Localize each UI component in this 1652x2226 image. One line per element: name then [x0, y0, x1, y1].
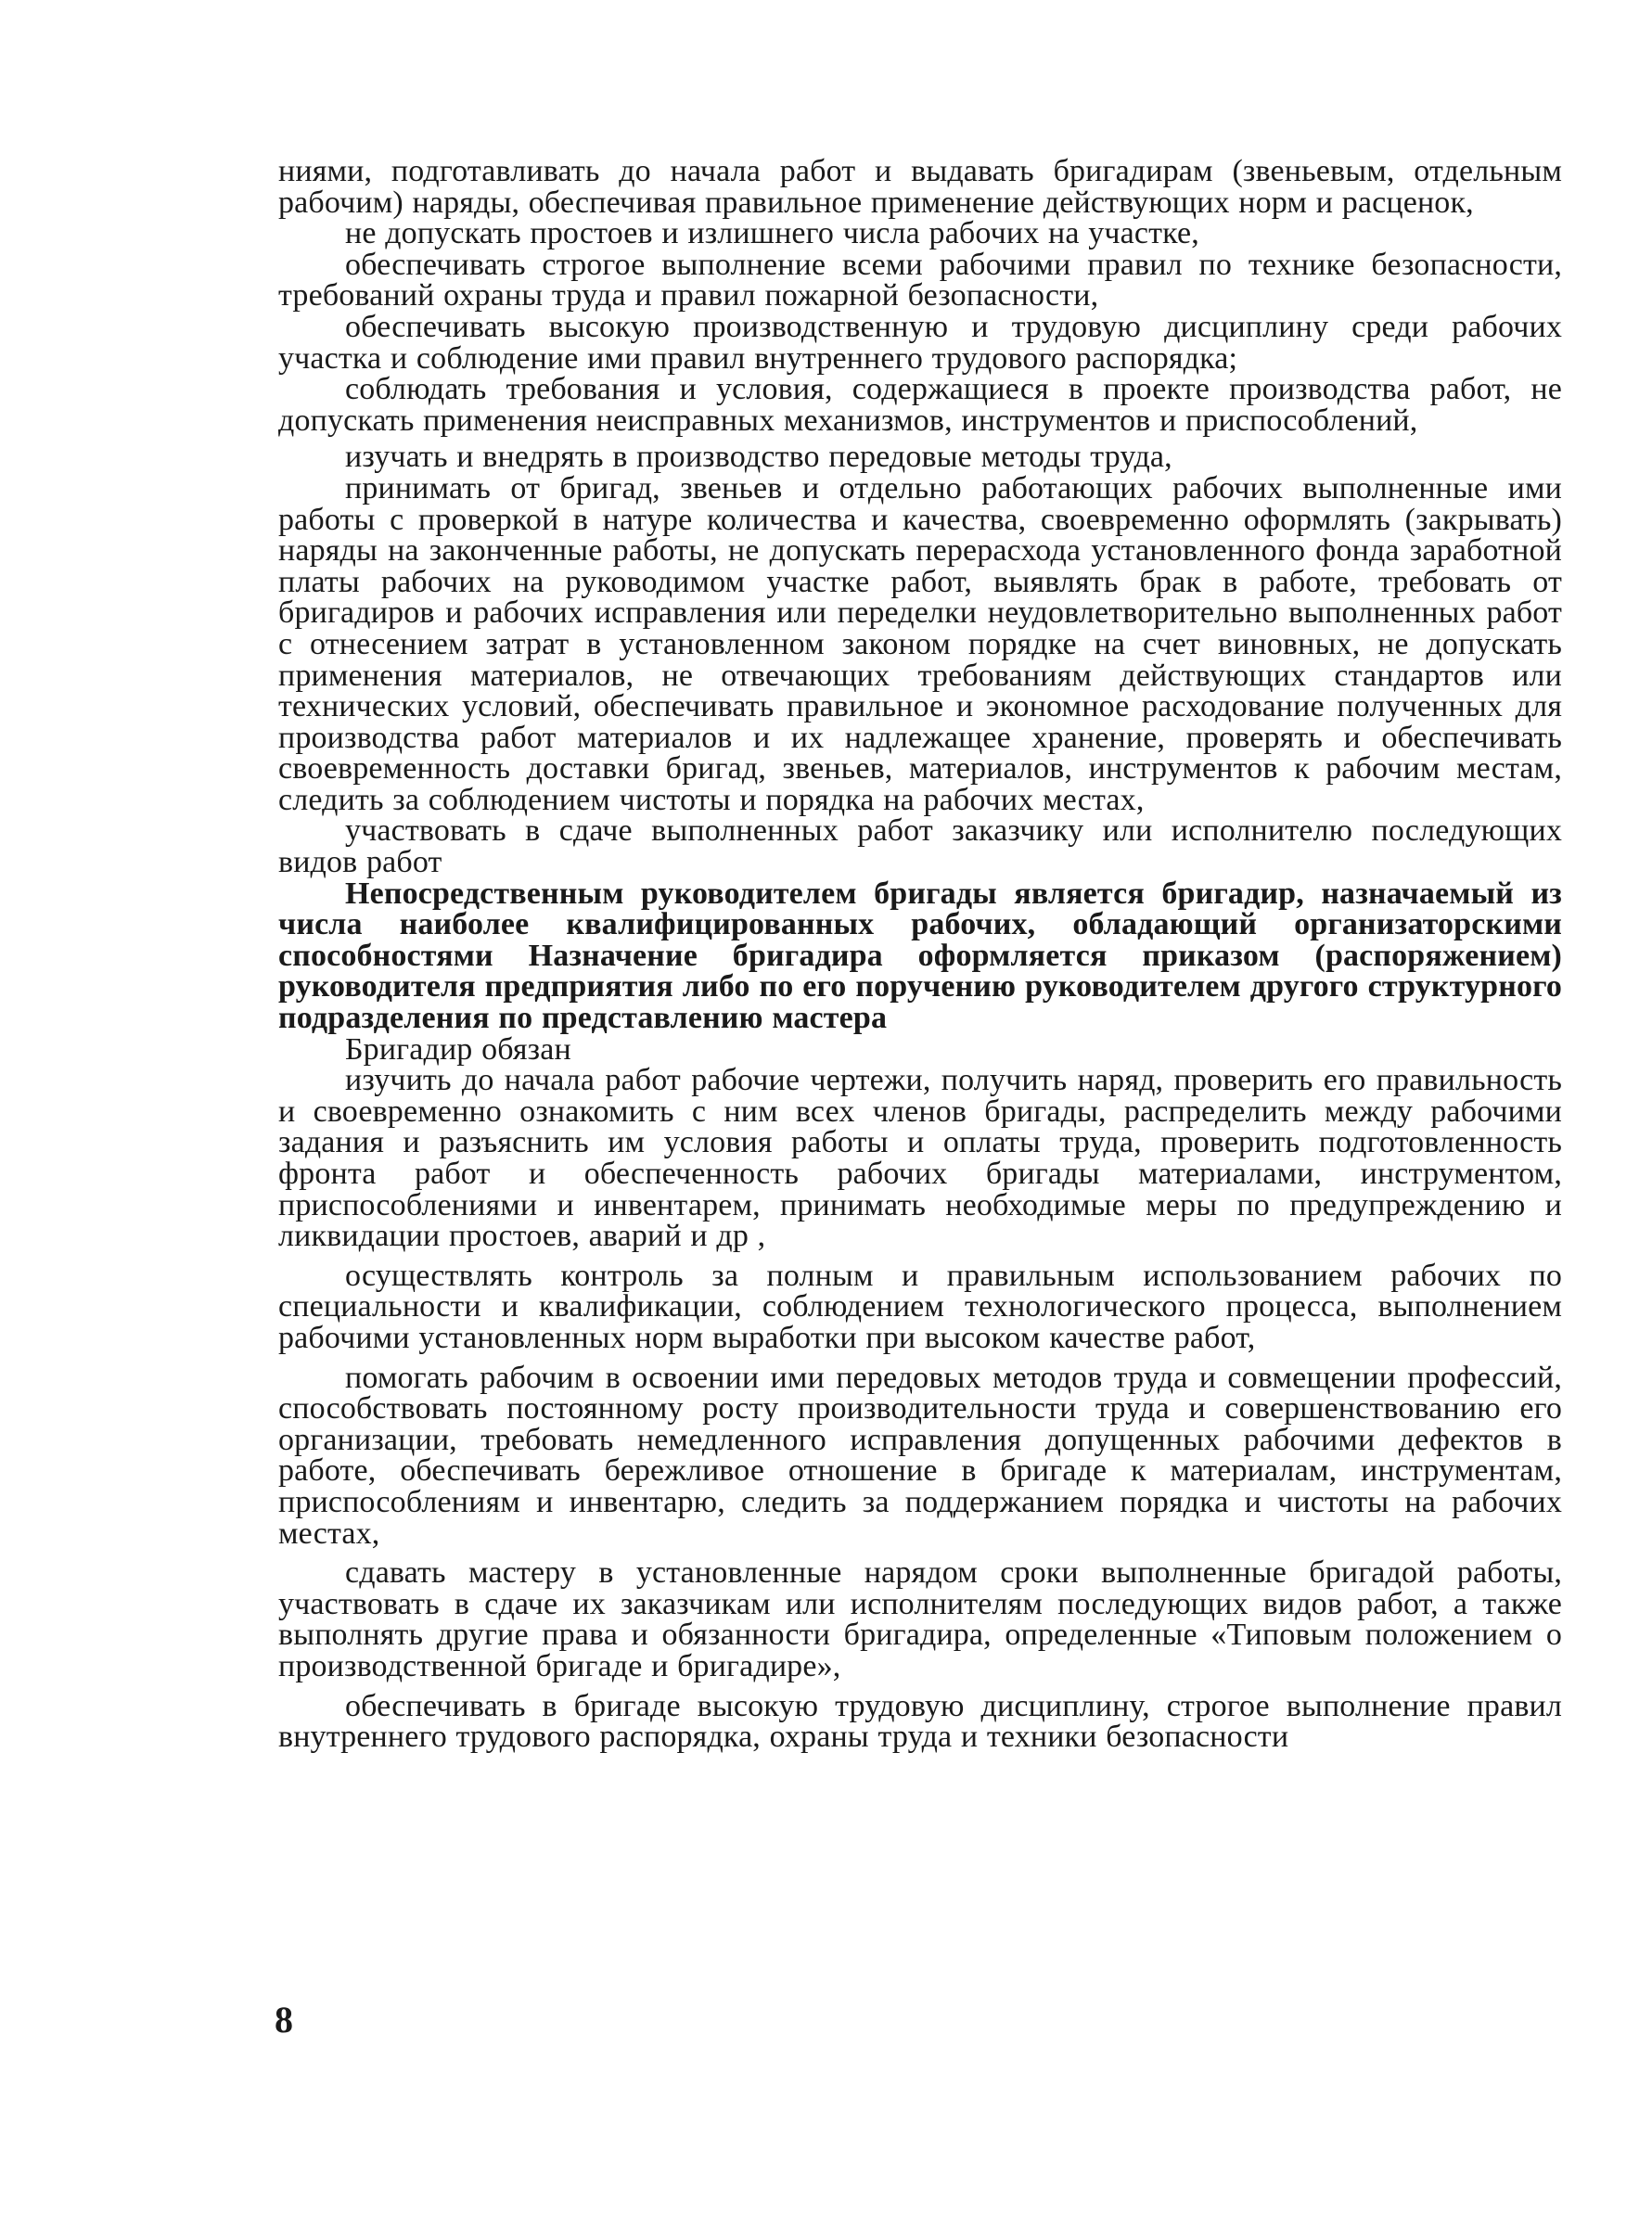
paragraph-advanced-methods: изучать и внедрять в производство передовые методы труда,	[345, 440, 1172, 475]
paragraph-safety-rules: обеспечивать строгое выполнение всеми рабочими правил по технике безопасности, требований охраны труда и правил пожарной безопасности,	[278, 247, 1562, 313]
page-number: 8	[275, 1999, 293, 2040]
paragraph-foreman-duties-heading: Бригадир обязан	[345, 1031, 571, 1067]
paragraph-discipline: обеспечивать высокую производственную и трудовую дисциплину среди рабочих участка и соблюдение ими правил внутреннего трудового распорядка;	[278, 309, 1562, 376]
document-page	[278, 156, 1562, 1753]
paragraph-help-workers: помогать рабочим в освоении ими передовых методов труда и совмещении профессий, способствовать постоянному росту производительности труда и совершенствованию его организации, требовать немедленного исправления допущенных рабочими дефектов в работе, обеспечивать бережливое отношение в бригаде к материалам, инструментам, приспособлениям и инвентарю, следить за поддержанием порядка и чистоты на рабочих местах,	[278, 1360, 1562, 1551]
paragraph-project-requirements: соблюдать требования и условия, содержащиеся в проекте производства работ, не допускать применения неисправных механизмов, инструментов и приспособлений,	[278, 372, 1562, 438]
paragraph-control-usage: осуществлять контроль за полным и правильным использованием рабочих по специальности и квалификации, соблюдением технологического процесса, выполнением рабочими установленных норм выработки при высоком качестве работ,	[278, 1258, 1562, 1355]
paragraph-study-drawings: изучить до начала работ рабочие чертежи, получить наряд, проверить его правильность и своевременно ознакомить с ним всех членов бригады, распределить между рабочими задания и разъяснить им условия работы и оплаты труда, проверить подготовленность фронта работ и обеспеченность рабочих бригады материалами, инструментом, приспособлениями и инвентарем, принимать необходимые меры по предупреждению и ликвидации простоев, аварий и др ,	[278, 1063, 1562, 1254]
paragraph-ensure-discipline: обеспечивать в бригаде высокую трудовую дисциплину, строгое выполнение правил внутреннего трудового распорядка, охраны труда и техники безопасности	[278, 1688, 1562, 1755]
paragraph-accept-work: принимать от бригад, звеньев и отдельно работающих рабочих выполненные ими работы с проверкой в натуре количества и качества, своевременно оформлять (закрывать) наряды на законченные работы, не допускать перерасхода установленного фонда заработной платы рабочих на руководимом участке работ, выявлять брак в работе, требовать от бригадиров и рабочих исправления или переделки неудовлетворительно выполненных работ с отнесением затрат в установленном законом порядке на счет виновных, не допускать применения материалов, не отвечающих требованиям действующих стандартов или технических условий, обеспечивать правильное и экономное расходование полученных для производства работ материалов и их надлежащее хранение, проверять и обеспечивать своевременность доставки бригад, звеньев, материалов, инструментов к рабочим местам, следить за соблюдением чистоты и порядка на рабочих местах,	[278, 470, 1562, 817]
paragraph-brigade-leader: Непосредственным руководителем бригады является бригадир, назначаемый из числа наиболее квалифицированных рабочих, обладающий организаторскими способностями Назначение бригадира оформляется приказом (распоряжением) руководителя предприятия либо по его поручению руководителем другого структурного подразделения по представлению мастера	[278, 876, 1562, 1036]
paragraph-handover: участвовать в сдаче выполненных работ заказчику или исполнителю последующих видов работ	[278, 813, 1562, 880]
paragraph-continuation: ниями, подготавливать до начала работ и выдавать бригадирам (звеньевым, отдельным рабочим) наряды, обеспечивая правильное применение действующих норм и расценок,	[278, 154, 1562, 220]
paragraph-deliver-work: сдавать мастеру в установленные нарядом сроки выполненные бригадой работы, участвовать в сдаче их заказчикам или исполнителям последующих видов работ, а также выполнять другие права и обязанности бригадира, определенные «Типовым положением о производственной бригаде и бригадире»,	[278, 1555, 1562, 1683]
paragraph-no-idle: не допускать простоев и излишнего числа рабочих на участке,	[345, 216, 1199, 251]
